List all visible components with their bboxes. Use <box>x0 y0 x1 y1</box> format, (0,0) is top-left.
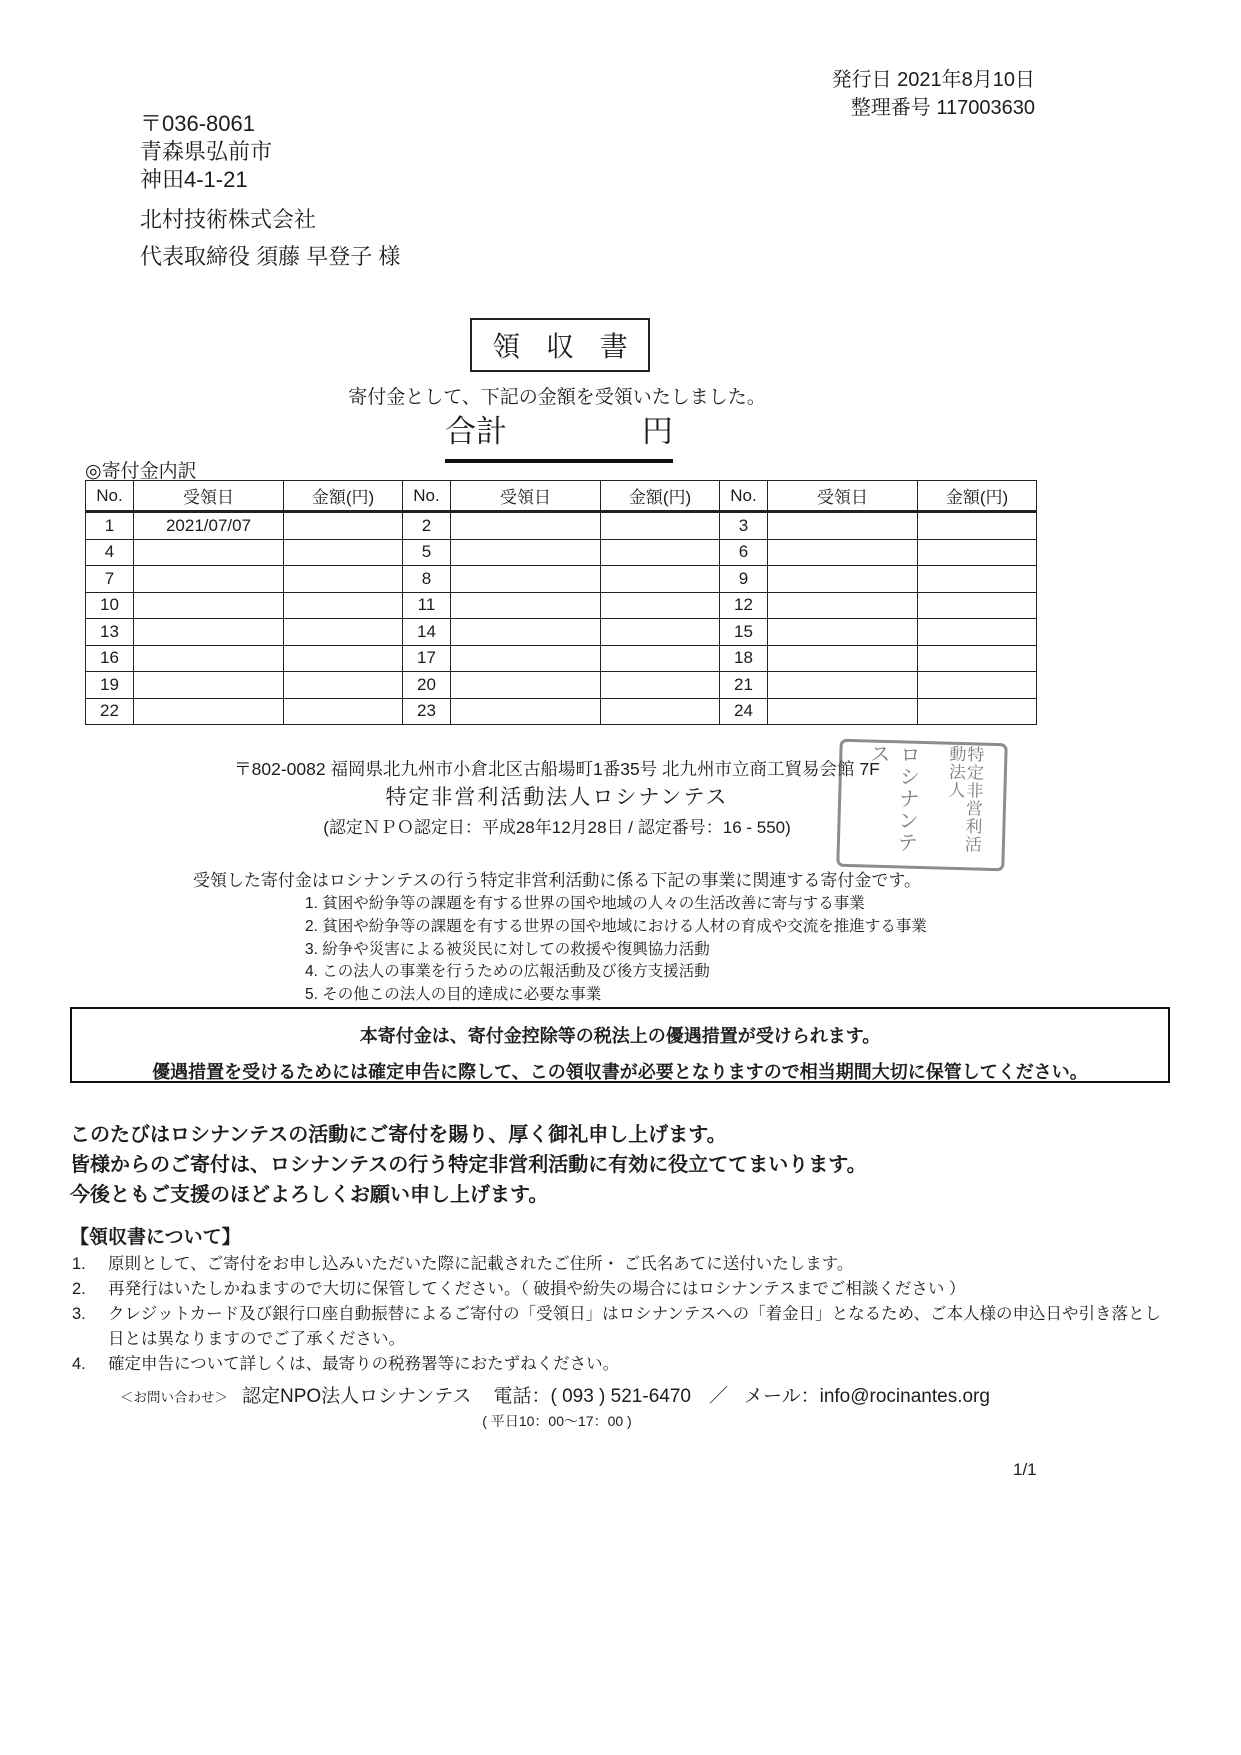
cell-date <box>451 592 601 619</box>
note-item <box>72 1352 1176 1377</box>
cell-amount <box>601 698 720 725</box>
about-notes <box>72 1252 1176 1377</box>
cell-no: 8 <box>403 566 451 593</box>
purpose-item: 4. この法人の事業を行うための広報活動及び後方支援活動 <box>305 963 710 981</box>
contact-email: メール：info@rocinantes.org <box>743 1386 990 1407</box>
recipient-address-line2: 神田4-1-21 <box>140 167 248 192</box>
cell-amount <box>918 539 1037 566</box>
cell-date <box>451 539 601 566</box>
note-number: 1. <box>72 1255 86 1273</box>
cell-no: 7 <box>86 566 134 593</box>
cell-amount <box>284 698 403 725</box>
cell-date <box>768 698 918 725</box>
column-header: 受領日 <box>768 481 918 512</box>
note-item <box>72 1252 1176 1277</box>
cell-date <box>768 619 918 646</box>
note-text: 再発行はいたしかねますので大切に保管してください。（ 破損や紛失の場合にはロシナンテスまでご相談ください ） <box>108 1280 966 1298</box>
organization-seal-icon <box>836 739 1008 872</box>
total-label: 合計 <box>445 414 507 449</box>
column-header: No. <box>86 481 134 512</box>
cell-no: 6 <box>720 539 768 566</box>
purpose-item: 1. 貧困や紛争等の課題を有する世界の国や地域の人々の生活改善に寄与する事業 <box>305 895 865 912</box>
cell-no: 4 <box>86 539 134 566</box>
contact-hours: ( 平日10：00～17：00 ) <box>482 1413 632 1429</box>
cell-date <box>451 512 601 540</box>
table-header-row <box>86 481 1037 512</box>
cell-no: 3 <box>720 512 768 540</box>
cell-date <box>134 645 284 672</box>
cell-date <box>451 698 601 725</box>
cell-amount <box>601 512 720 540</box>
tax-notice-line2: 優遇措置を受けるためには確定申告に際して、この領収書が必要となりますので相当期間大切に保管してください。 <box>152 1062 1088 1082</box>
cell-date <box>451 619 601 646</box>
cell-date <box>451 566 601 593</box>
cell-no: 10 <box>86 592 134 619</box>
recipient-block <box>140 110 400 271</box>
seal-text-right: 特定非営利活動法人 <box>945 744 984 854</box>
column-header: No. <box>403 481 451 512</box>
table-row <box>86 512 1037 540</box>
cell-amount <box>601 619 720 646</box>
table-row <box>86 672 1037 699</box>
cell-date <box>768 672 918 699</box>
breakdown-table <box>85 480 1037 725</box>
cell-date <box>134 672 284 699</box>
contact-separator: ／ <box>708 1386 728 1407</box>
purpose-intro: 受領した寄付金はロシナンテスの行う特定非営利活動に係る下記の事業に関連する寄付金です。 <box>192 871 922 890</box>
tax-notice-box <box>70 1007 1170 1083</box>
reference-number: 整理番号 117003630 <box>850 97 1035 119</box>
cell-no: 13 <box>86 619 134 646</box>
column-header: 金額(円) <box>918 481 1037 512</box>
note-text: 確定申告について詳しくは、最寄りの税務署等におたずねください。 <box>108 1355 620 1373</box>
cell-date <box>768 566 918 593</box>
cell-date <box>451 672 601 699</box>
tax-notice-line1: 本寄付金は、寄付金控除等の税法上の優遇措置が受けられます。 <box>359 1026 881 1046</box>
cell-amount <box>284 645 403 672</box>
contact-phone: 電話：( 093 ) 521-6470 <box>493 1386 691 1407</box>
cell-date <box>768 512 918 540</box>
note-number: 4. <box>72 1355 86 1373</box>
cell-amount <box>918 592 1037 619</box>
cell-amount <box>601 592 720 619</box>
cell-date: 2021/07/07 <box>134 512 284 540</box>
cell-date <box>134 539 284 566</box>
recipient-company: 北村技術株式会社 <box>140 207 317 232</box>
contact-label: ＜お問い合わせ＞ <box>120 1390 228 1405</box>
note-number: 3. <box>72 1305 86 1323</box>
cell-date <box>134 566 284 593</box>
cell-amount <box>601 645 720 672</box>
cell-date <box>134 698 284 725</box>
table-row <box>86 619 1037 646</box>
cell-amount <box>284 619 403 646</box>
cell-no: 18 <box>720 645 768 672</box>
cell-no: 12 <box>720 592 768 619</box>
cell-date <box>134 619 284 646</box>
cell-date <box>134 592 284 619</box>
cell-no: 5 <box>403 539 451 566</box>
cell-amount <box>284 566 403 593</box>
column-header: 金額(円) <box>601 481 720 512</box>
total-amount-line <box>445 406 673 463</box>
cell-no: 24 <box>720 698 768 725</box>
contact-line <box>120 1381 990 1408</box>
purpose-item: 5. その他この法人の目的達成に必要な事業 <box>305 986 602 1004</box>
page-number: 1/1 <box>1013 1460 1037 1479</box>
note-text: クレジットカード及び銀行口座自動振替によるご寄付の「受領日」はロシナンテスへの「着金日」となるため、ご本人様の申込日や引き落とし日とは異なりますのでご了承ください。 <box>108 1305 1161 1348</box>
seal-text-left: ロシナンテス <box>867 742 922 854</box>
receipt-title: 領 収 書 <box>492 331 637 362</box>
cell-no: 23 <box>403 698 451 725</box>
cell-no: 11 <box>403 592 451 619</box>
total-unit: 円 <box>642 414 673 449</box>
cell-no: 1 <box>86 512 134 540</box>
breakdown-section-label: ◎寄付金内訳 <box>85 461 197 482</box>
recipient-address-line1: 青森県弘前市 <box>140 139 273 164</box>
recipient-attention: 代表取締役 須藤 早登子 様 <box>140 244 401 269</box>
issuer-certification: (認定ＮＰＯ認定日：平成28年12月28日 / 認定番号：16 - 550) <box>323 818 791 837</box>
column-header: 受領日 <box>451 481 601 512</box>
table-row <box>86 566 1037 593</box>
recipient-postal-code: 〒036-8061 <box>140 111 255 136</box>
table-row <box>86 592 1037 619</box>
cell-no: 14 <box>403 619 451 646</box>
cell-amount <box>284 512 403 540</box>
receipt-statement: 寄付金として、下記の金額を受領いたしました。 <box>348 387 766 408</box>
cell-amount <box>601 539 720 566</box>
cell-amount <box>918 566 1037 593</box>
note-item <box>72 1277 1176 1302</box>
cell-no: 15 <box>720 619 768 646</box>
thanks-line3: 今後ともご支援のほどよろしくお願い申し上げます。 <box>70 1184 549 1206</box>
thanks-paragraph <box>70 1120 867 1210</box>
cell-no: 9 <box>720 566 768 593</box>
column-header: 受領日 <box>134 481 284 512</box>
table-row <box>86 539 1037 566</box>
cell-date <box>768 645 918 672</box>
cell-date <box>768 592 918 619</box>
cell-no: 20 <box>403 672 451 699</box>
issue-date: 発行日 2021年8月10日 <box>831 69 1035 91</box>
about-heading: 【領収書について】 <box>70 1227 241 1248</box>
column-header: No. <box>720 481 768 512</box>
cell-no: 19 <box>86 672 134 699</box>
cell-amount <box>918 645 1037 672</box>
receipt-title-box <box>470 318 650 372</box>
cell-amount <box>284 539 403 566</box>
note-item <box>72 1302 1176 1352</box>
column-header: 金額(円) <box>284 481 403 512</box>
cell-date <box>451 645 601 672</box>
cell-amount <box>284 592 403 619</box>
cell-amount <box>918 698 1037 725</box>
note-text: 原則として、ご寄付をお申し込みいただいた際に記載されたご住所・ ご氏名あてに送付いたします。 <box>108 1255 854 1273</box>
cell-amount <box>918 512 1037 540</box>
purpose-item: 2. 貧困や紛争等の課題を有する世界の国や地域における人材の育成や交流を推進する事業 <box>305 917 927 935</box>
cell-no: 16 <box>86 645 134 672</box>
cell-amount <box>918 619 1037 646</box>
cell-no: 2 <box>403 512 451 540</box>
document-meta <box>832 66 1035 122</box>
contact-organization: 認定NPO法人ロシナンテス <box>242 1386 472 1407</box>
thanks-line2: 皆様からのご寄付は、ロシナンテスの行う特定非営利活動に有効に役立ててまいります。 <box>70 1154 867 1176</box>
issuer-address: 〒802-0082 福岡県北九州市小倉北区古船場町1番35号 北九州市立商工貿易会館 7F <box>234 759 880 779</box>
table-row <box>86 698 1037 725</box>
purpose-list <box>305 893 927 1007</box>
cell-no: 21 <box>720 672 768 699</box>
cell-date <box>768 539 918 566</box>
cell-amount <box>601 672 720 699</box>
note-number: 2. <box>72 1280 86 1298</box>
cell-amount <box>601 566 720 593</box>
thanks-line1: このたびはロシナンテスの活動にご寄付を賜り、厚く御礼申し上げます。 <box>70 1124 727 1146</box>
issuer-name: 特定非営利活動法人ロシナンテス <box>385 786 729 809</box>
cell-no: 17 <box>403 645 451 672</box>
cell-amount <box>284 672 403 699</box>
cell-no: 22 <box>86 698 134 725</box>
purpose-item: 3. 紛争や災害による被災民に対しての救援や復興協力活動 <box>305 940 710 958</box>
table-row <box>86 645 1037 672</box>
cell-amount <box>918 672 1037 699</box>
